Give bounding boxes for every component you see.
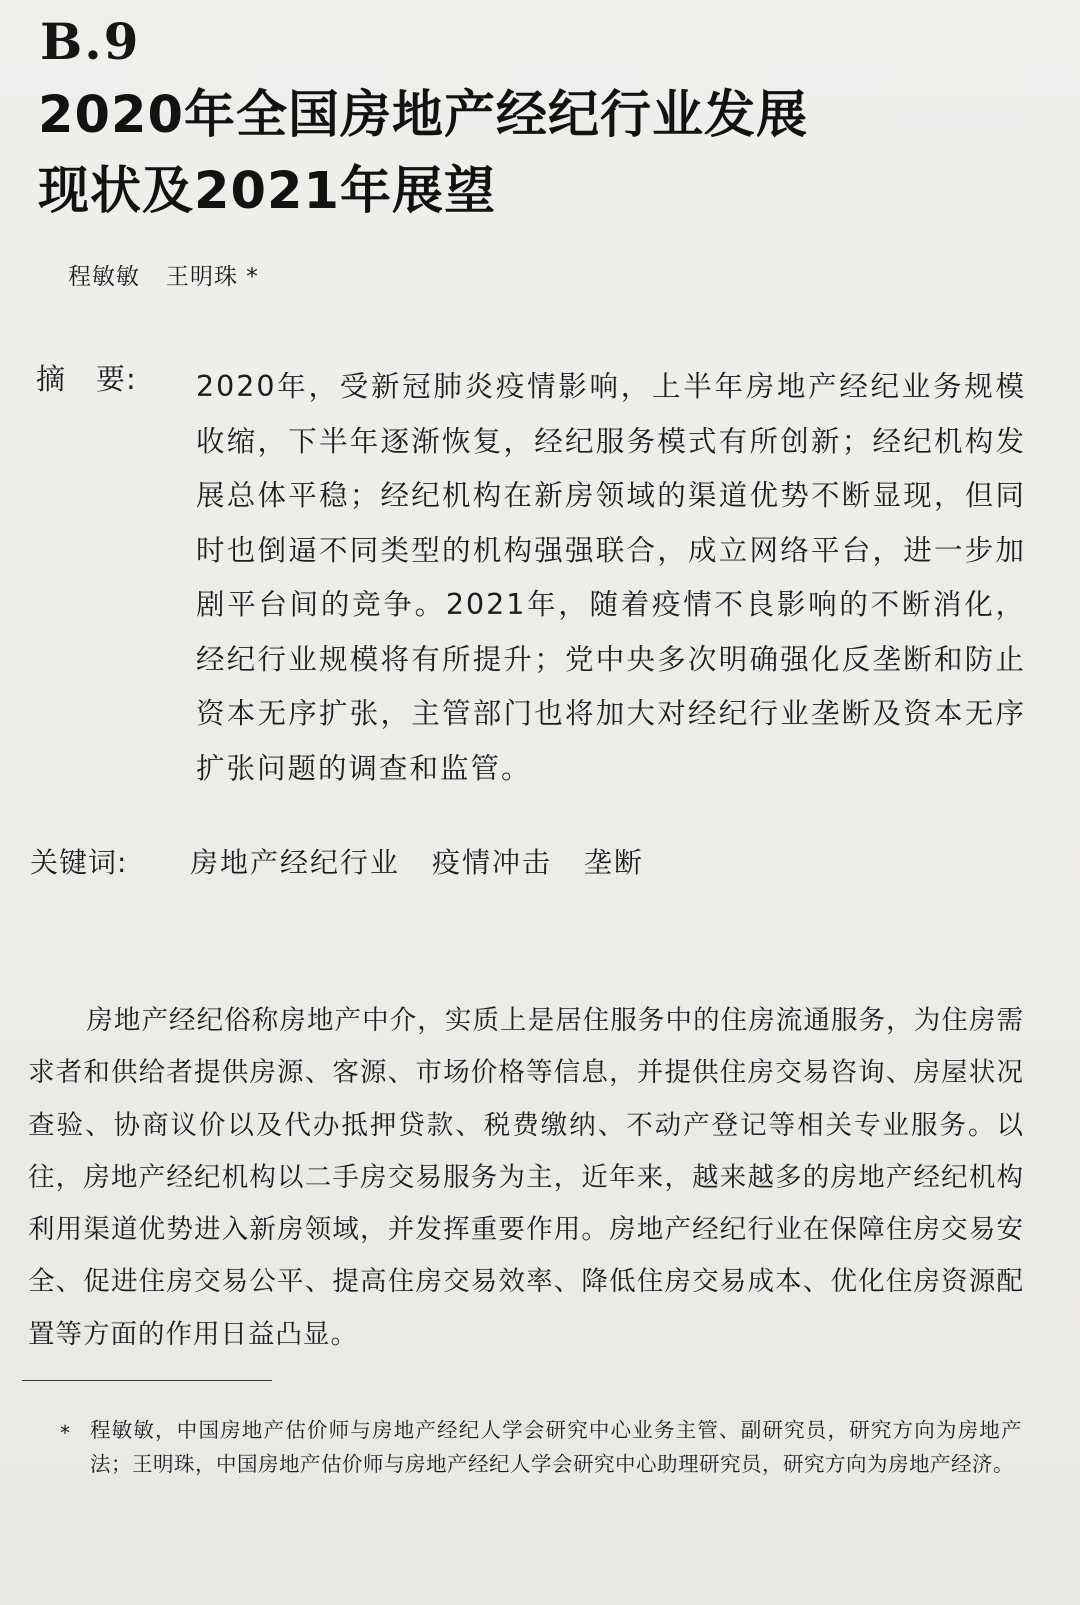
keyword-item: 疫情冲击 bbox=[432, 846, 553, 879]
abstract-text: 2020年，受新冠肺炎疫情影响，上半年房地产经纪业务规模收缩，下半年逐渐恢复，经纪服务模式有所创新；经纪机构发展总体平稳；经纪机构在新房领域的渠道优势不断显现，但同时也倒逼不同类型的机构强强联合，成立网络平台，进一步加剧平台间的竞争。2021年，随着疫情不良影响的不断消化，经纪行业规模将有所提升；党中央多次明确强化反垄断和防止资本无序扩张，主管部门也将加大对经纪行业垄断及资本无序扩张问题的调查和监管。 bbox=[196, 370, 1026, 785]
keyword-item: 房地产经纪行业 bbox=[190, 846, 401, 879]
keywords-list bbox=[190, 845, 676, 881]
abstract-label: 摘 要: bbox=[36, 362, 137, 396]
footnote-mark: * bbox=[60, 1421, 70, 1445]
title-line-1: 2020年全国房地产经纪行业发展 bbox=[38, 86, 808, 145]
keywords-label: 关键词: bbox=[30, 846, 128, 879]
author-2: 王明珠 * bbox=[166, 264, 259, 290]
body-paragraph: 房地产经纪俗称房地产中介，实质上是居住服务中的住房流通服务，为住房需求者和供给者提供房源、客源、市场价格等信息，并提供住房交易咨询、房屋状况查验、协商议价以及代办抵押贷款、税费缴纳、不动产登记等相关专业服务。以往，房地产经纪机构以二手房交易服务为主，近年来，越来越多的房地产经纪机构利用渠道优势进入新房领域，并发挥重要作用。房地产经纪行业在保障住房交易安全、促进住房交易公平、提高住房交易效率、降低住房交易成本、优化住房资源配置等方面的作用日益凸显。 bbox=[28, 1005, 1024, 1350]
authors bbox=[68, 262, 259, 292]
author-1: 程敏敏 bbox=[68, 264, 140, 290]
keyword-item: 垄断 bbox=[584, 846, 645, 879]
footnote-divider bbox=[22, 1380, 272, 1381]
title-line-2: 现状及2021年展望 bbox=[38, 162, 496, 221]
footnote-text: 程敏敏，中国房地产估价师与房地产经纪人学会研究中心业务主管、副研究员，研究方向为房地产法；王明珠，中国房地产估价师与房地产经纪人学会研究中心助理研究员，研究方向为房地产经济。 bbox=[90, 1418, 1022, 1476]
chapter-label: B.9 bbox=[40, 12, 141, 71]
